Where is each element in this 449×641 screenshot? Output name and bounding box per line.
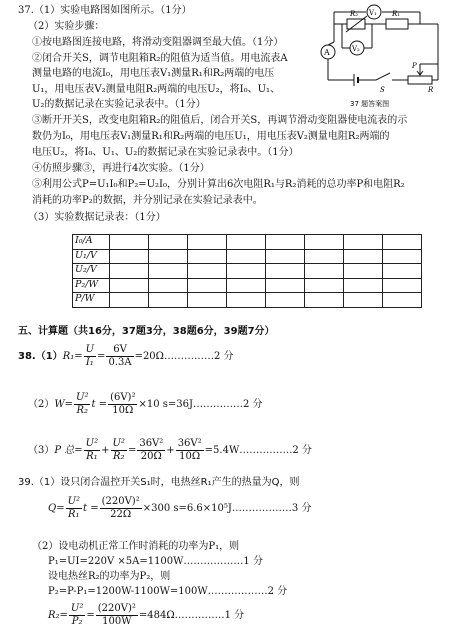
table-cell bbox=[344, 235, 383, 250]
fraction: $\frac{\text{U²}}{\text{R₂}}$ bbox=[112, 438, 125, 462]
table-cell bbox=[305, 293, 344, 308]
row-header: P/W bbox=[73, 293, 110, 308]
q38-eq3-result: =5.4W…………….2 分 bbox=[204, 444, 312, 456]
q39-part2-line3: 设电热丝R₂的功率为P₂，则 bbox=[48, 571, 171, 582]
table-cell bbox=[110, 264, 149, 279]
table-cell bbox=[188, 278, 227, 293]
plus-sign: + bbox=[101, 444, 110, 456]
q37-step3-line2: 数仍为I₀，用电压表V₁测量R₁和R₂两端的电压U₁，用电压表V₂测量电阻R₂两端的 bbox=[32, 131, 390, 142]
table-cell bbox=[305, 249, 344, 264]
table-row bbox=[73, 264, 422, 279]
table-cell bbox=[110, 278, 149, 293]
q37-steps-label: （2）实验步骤： bbox=[28, 21, 105, 32]
row-header: U₂/V bbox=[73, 264, 110, 279]
q39-eq5 bbox=[48, 603, 244, 628]
table-cell bbox=[227, 249, 266, 264]
table-cell bbox=[266, 293, 305, 308]
table-row bbox=[73, 249, 422, 264]
fraction: $\frac{\text{U²}}{\text{R₁}}$ bbox=[67, 496, 81, 520]
table-cell bbox=[110, 249, 149, 264]
label-rheostat: R bbox=[428, 86, 434, 94]
row-header: P₂/W bbox=[73, 278, 110, 293]
q37-step5-line1: ⑤利用公式P=U₁I₀和P₂=U₂I₀，分别计算出6次电阻R₁与R₂消耗的总功率P和电阻R₂ bbox=[32, 179, 405, 190]
row-header: I₀/A bbox=[73, 235, 110, 250]
table-cell bbox=[383, 235, 422, 250]
table-cell bbox=[227, 278, 266, 293]
table-cell bbox=[383, 293, 422, 308]
fraction: $\frac{\text{36V²}}{20\Omega}$ bbox=[139, 438, 164, 462]
table-cell bbox=[344, 264, 383, 279]
q39-eq1-lhs: Q= bbox=[48, 502, 65, 514]
q37-step1: ①按电路图连接电路，将滑动变阻器调至最大值。（1分） bbox=[32, 37, 284, 48]
q38-eq1-result: =20Ω……………2 分 bbox=[134, 350, 234, 362]
table-cell bbox=[266, 235, 305, 250]
q38-eq1 bbox=[18, 344, 234, 369]
table-cell bbox=[227, 235, 266, 250]
label-slider: P bbox=[412, 62, 417, 70]
table-row bbox=[73, 293, 422, 308]
section-5-header: 五、计算题（共16分，37题3分，38题6分，39题7分） bbox=[18, 326, 275, 337]
circuit-diagram bbox=[312, 2, 446, 118]
table-cell bbox=[149, 249, 188, 264]
table-cell bbox=[188, 249, 227, 264]
table-cell bbox=[305, 278, 344, 293]
equals-sign: = bbox=[86, 609, 95, 621]
fraction: $\frac{\text{U²}}{\text{R₁}}$ bbox=[85, 438, 99, 462]
table-cell bbox=[383, 264, 422, 279]
voltmeter-v2-icon: V₂ bbox=[352, 45, 360, 53]
q39-eq1 bbox=[48, 496, 311, 521]
table-cell bbox=[266, 278, 305, 293]
table-cell bbox=[110, 293, 149, 308]
q38-eq2-result: ×10 s=36J……………2 分 bbox=[138, 398, 263, 410]
fraction: $\frac{\text{U²}}{\text{P₂}}$ bbox=[70, 603, 84, 627]
q39-eq5-result: =484Ω……………1 分 bbox=[138, 609, 245, 621]
table-cell bbox=[344, 249, 383, 264]
plus-sign: + bbox=[166, 444, 175, 456]
ammeter-icon: A bbox=[324, 48, 330, 57]
q39-part2-line4: P₂=P-P₁=1200W-1100W=100W………………2 分 bbox=[48, 586, 288, 597]
q38-eq2-t: t = bbox=[91, 398, 108, 410]
q39-part2-line2: P₁=UI=220V ×5A=1100W………………1 分 bbox=[48, 556, 263, 567]
q38-eq3-lhs: P 总= bbox=[54, 444, 83, 456]
table-cell bbox=[227, 264, 266, 279]
fraction: $\frac{\text{U²}}{\text{R₂}}$ bbox=[76, 392, 89, 416]
label-r1: R₁ bbox=[392, 10, 401, 18]
q37-step2-line2: 测量电路的电流I₀，用电压表V₁测量R₁和R₂两端的电压 bbox=[32, 68, 275, 79]
figure-caption: 37 题答案图 bbox=[350, 100, 390, 108]
table-row bbox=[73, 235, 422, 250]
fraction: $\frac{\text{(220V)²}}{100W}$ bbox=[97, 603, 136, 627]
fraction: $\frac{U}{\text{I₁}}$ bbox=[85, 344, 95, 368]
table-cell bbox=[266, 264, 305, 279]
fraction: $\frac{\text{36V²}}{10\Omega}$ bbox=[177, 438, 202, 462]
q37-step5-line2: 消耗的功率P₂的数据，并分别记录在实验记录表中。 bbox=[32, 195, 263, 206]
equals-sign: = bbox=[97, 350, 106, 362]
table-cell bbox=[227, 293, 266, 308]
fraction: $\frac{6V}{0.3A}$ bbox=[108, 344, 132, 368]
experiment-record-table bbox=[72, 234, 422, 308]
q37-step2-line4: U₂的数据记录在实验记录表中。（1分） bbox=[32, 99, 206, 110]
equals-sign: = bbox=[127, 444, 137, 456]
table-cell bbox=[149, 278, 188, 293]
table-cell bbox=[344, 278, 383, 293]
voltmeter-v1-icon: V₁ bbox=[369, 9, 377, 17]
q37-step2-line3: U₁，用电压表V₂测量电阻R₂两端的电压U₂，将I₀、U₁、 bbox=[32, 84, 281, 95]
table-cell bbox=[149, 264, 188, 279]
table-cell bbox=[110, 235, 149, 250]
fraction: $\frac{\text{(220V)²}}{22\Omega}$ bbox=[101, 496, 140, 520]
q37-step3-line1: ③断开开关S，改变电阻箱R₂的阻值后，闭合开关S，再调节滑动变阻器使电流表的示 bbox=[32, 115, 408, 126]
q37-step2-line1: ②闭合开关S，调节电阻箱R₂的阻值为适当值。用电流表A bbox=[32, 53, 288, 64]
q39-eq1-t: t = bbox=[83, 502, 99, 514]
table-cell bbox=[383, 278, 422, 293]
table-cell bbox=[149, 235, 188, 250]
table-cell bbox=[188, 293, 227, 308]
q39-eq1-result: ×300 s=6.6×10⁵J………………3 分 bbox=[142, 502, 312, 514]
q39-intro: 39.（1）设只闭合温控开关S₁时，电热丝R₁产生的热量为Q，则 bbox=[18, 477, 300, 488]
table-cell bbox=[383, 249, 422, 264]
q39-eq5-lhs: R₂= bbox=[48, 609, 68, 621]
q37-step4: ④仿照步骤③，再进行4次实验。（1分） bbox=[32, 163, 210, 174]
q38-eq1-lhs: R₁= bbox=[62, 350, 83, 362]
fraction: $\frac{\text{(6V)²}}{10\Omega}$ bbox=[110, 392, 136, 416]
q37-table-label: （3）实验数据记录表：（1分） bbox=[28, 212, 166, 223]
label-r2: R₂ bbox=[350, 10, 359, 18]
table-cell bbox=[188, 264, 227, 279]
q37-step3-line3: 电压U₂，将I₀、U₁、U₂的数据记录在实验记录表中。（1分） bbox=[32, 147, 299, 158]
table-row bbox=[73, 278, 422, 293]
q38-eq3 bbox=[28, 438, 312, 463]
label-switch: S bbox=[380, 86, 385, 94]
q38-eq2-lhs: W= bbox=[54, 398, 74, 410]
table-cell bbox=[344, 293, 383, 308]
q38-part3-label: （3） bbox=[28, 444, 55, 456]
q39-part2-line1: （2）设电动机正常工作时消耗的功率为P₁，则 bbox=[32, 541, 240, 552]
row-header: U₁/V bbox=[73, 249, 110, 264]
q38-label: 38.（1） bbox=[18, 350, 63, 362]
q38-eq2 bbox=[28, 392, 263, 417]
table-cell bbox=[266, 249, 305, 264]
table-cell bbox=[305, 235, 344, 250]
table-cell bbox=[188, 235, 227, 250]
q37-title: 37.（1）实验电路图如图所示。（1分） bbox=[18, 5, 192, 16]
q38-part2-label: （2） bbox=[28, 398, 55, 410]
table-cell bbox=[149, 293, 188, 308]
table-cell bbox=[305, 264, 344, 279]
